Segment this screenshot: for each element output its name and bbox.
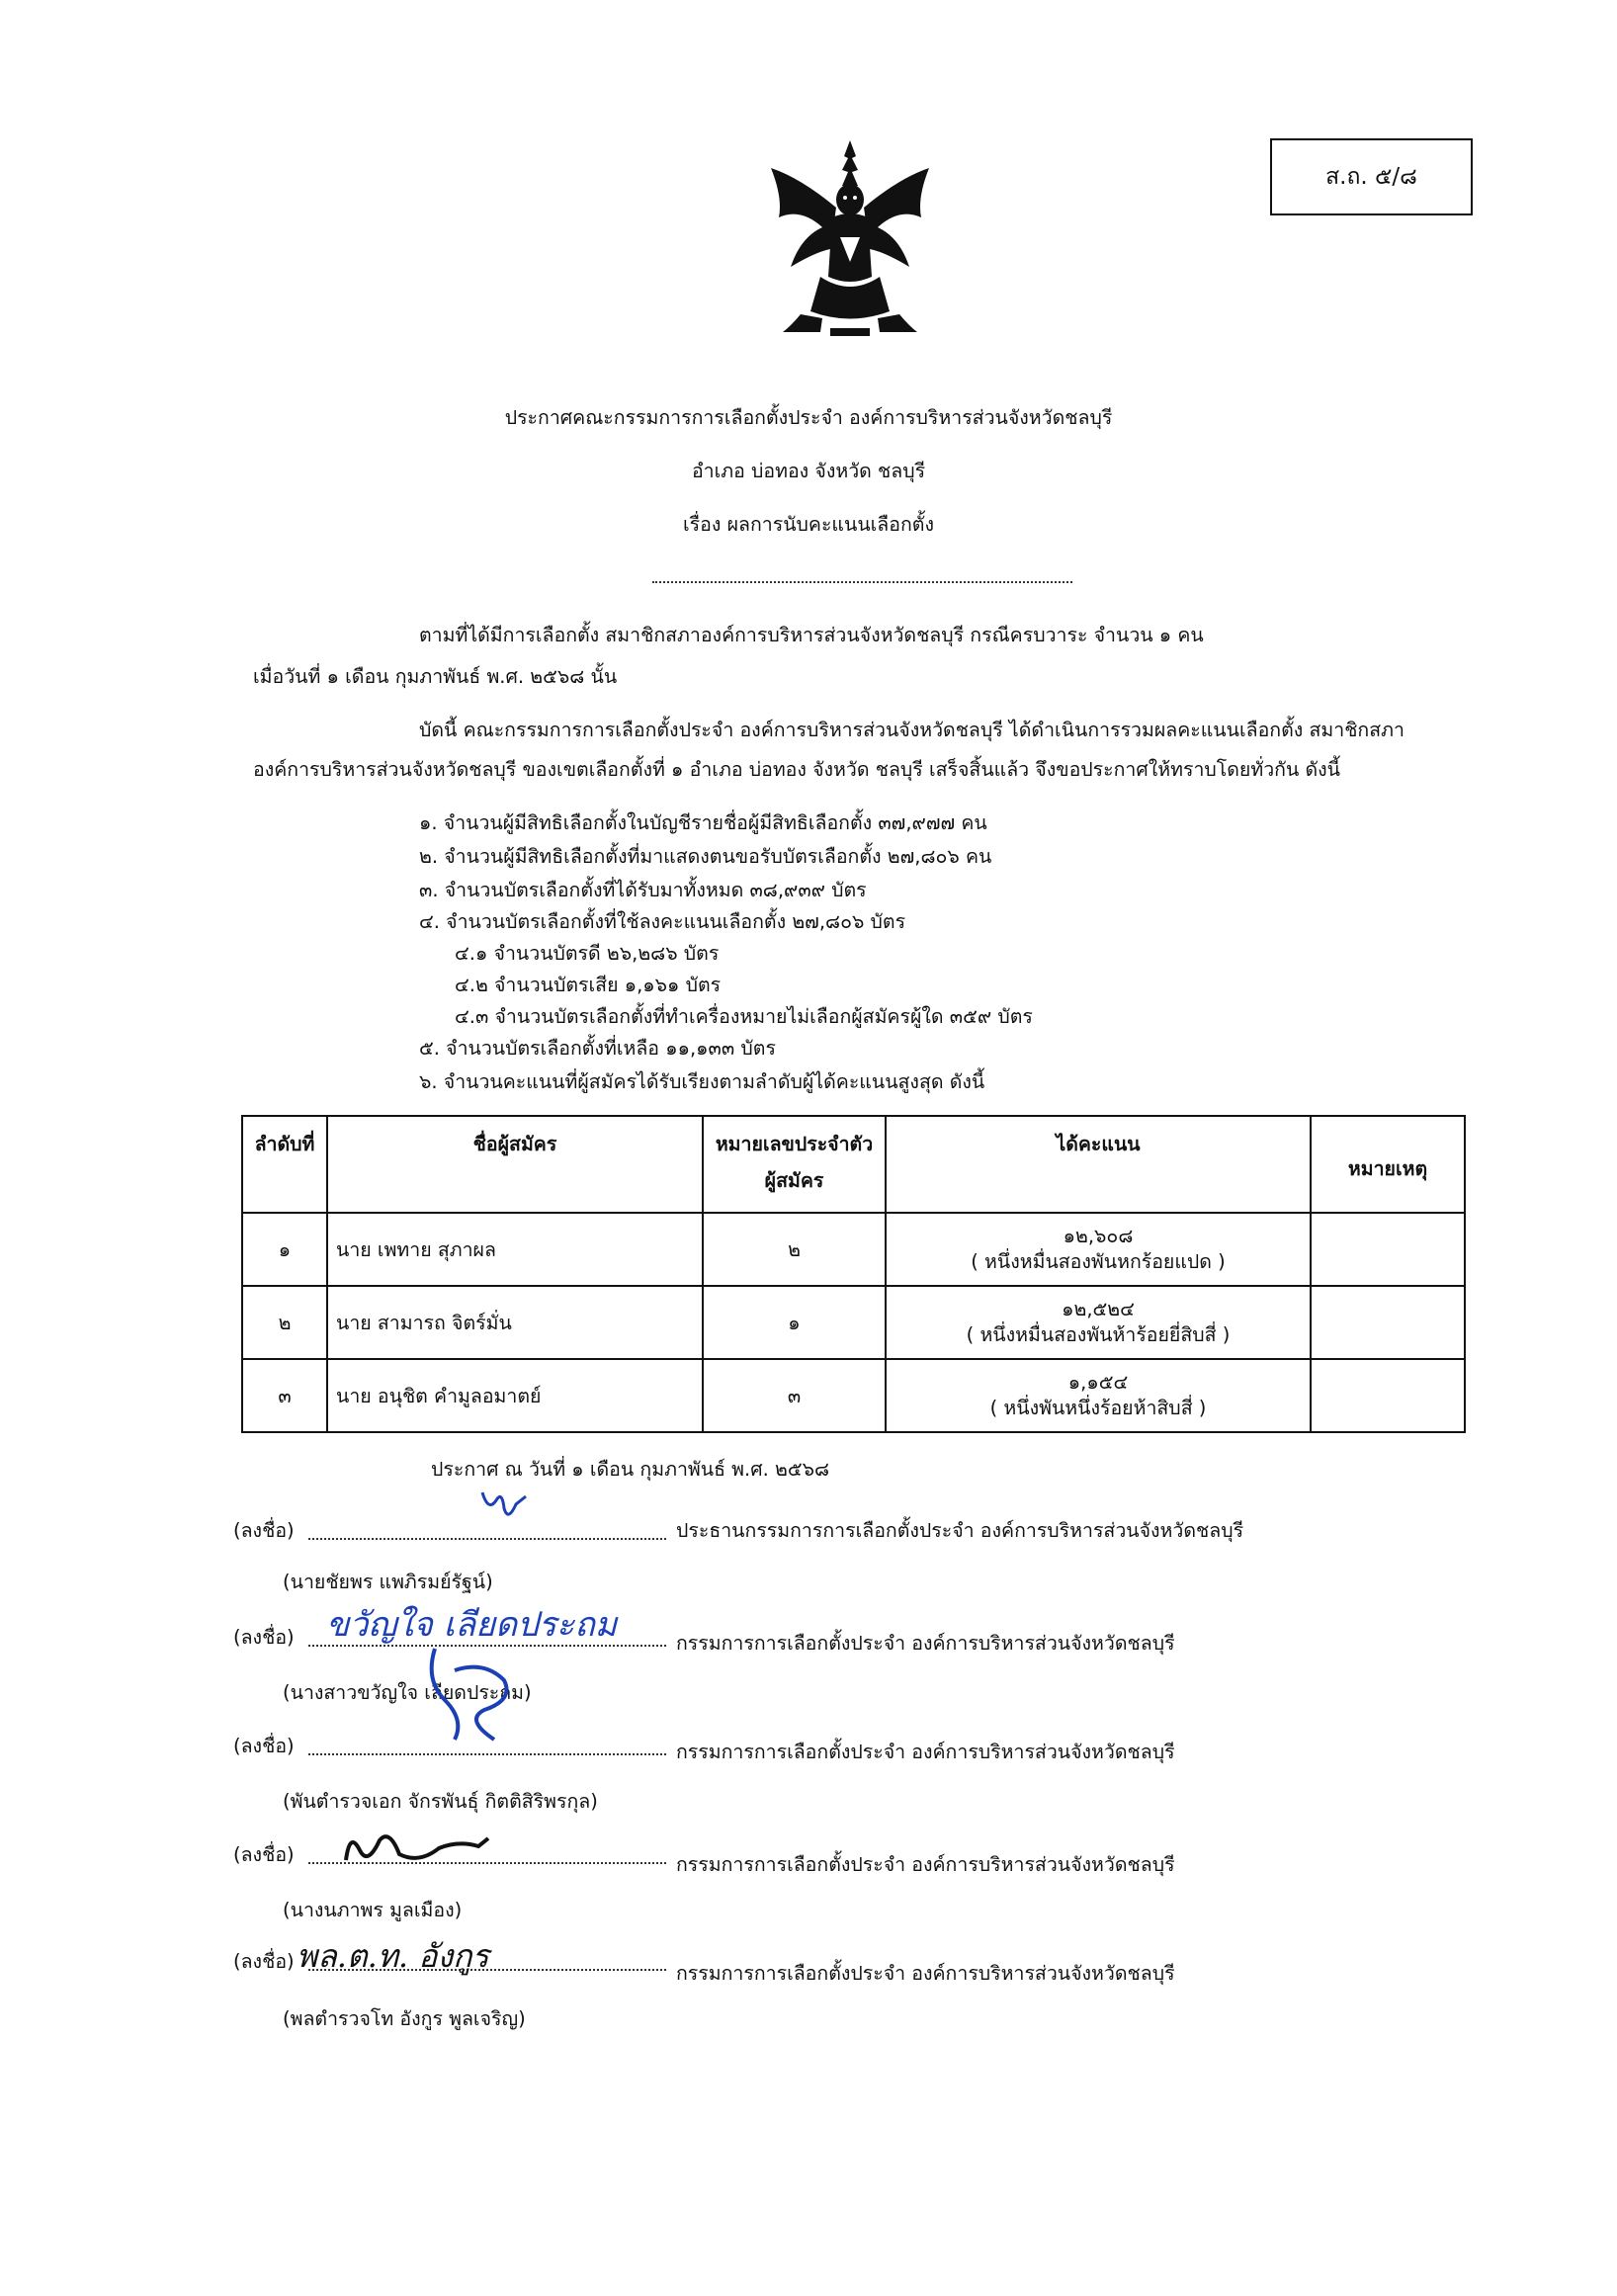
list-item: ๖. จำนวนคะแนนที่ผู้สมัครได้รับเรียงตามลำดับผู้ได้คะแนนสูงสุด ดังนี้ (419, 1070, 985, 1093)
col-header-number-line1: หมายเลขประจำตัว (715, 1133, 874, 1155)
cell-rank: ๒ (242, 1286, 327, 1359)
signer-name: (พันตำรวจเอก จักรพันธุ์ กิตติสิริพรกุล) (283, 1790, 598, 1813)
signature-mark (340, 1821, 498, 1880)
votes-number: ๑๒,๖๐๘ (1063, 1225, 1134, 1247)
header-subject: เรื่อง ผลการนับคะแนนเลือกตั้ง (683, 513, 934, 536)
cell-rank: ๑ (242, 1213, 327, 1286)
garuda-emblem-icon (761, 138, 939, 341)
header-line-2: อำเภอ บ่อทอง จังหวัด ชลบุรี (691, 460, 926, 482)
signer-name: (พลตำรวจโท อังกูร พูลเจริญ) (283, 2007, 526, 2030)
results-table (241, 1115, 1466, 1433)
signer-name: (นางสาวขวัญใจ เลียดประถม) (283, 1681, 532, 1704)
signer-name: (นายชัยพร แพภิรมย์รัฐน์) (283, 1571, 493, 1593)
table-row (242, 1213, 1465, 1286)
cell-votes (886, 1359, 1311, 1432)
announce-date: ประกาศ ณ วันที่ ๑ เดือน กุมภาพันธ์ พ.ศ. ๒๕๖๘ (431, 1458, 830, 1481)
votes-number: ๑,๑๕๔ (1067, 1371, 1129, 1394)
col-header-rank: ลำดับที่ (242, 1116, 327, 1213)
sign-label: (ลงชื่อ) (233, 1950, 295, 1973)
cell-name: นาย สามารถ จิตร์มั่น (327, 1286, 703, 1359)
cell-note (1311, 1359, 1465, 1432)
signature-handwriting: ขวัญใจ เลียดประถม (326, 1605, 618, 1645)
votes-number: ๑๒,๕๒๔ (1062, 1298, 1135, 1320)
votes-text: ( หนึ่งหมื่นสองพันหกร้อยแปด ) (971, 1250, 1226, 1273)
signature-handwriting: พล.ต.ท. อังกูร (297, 1937, 489, 1975)
cell-note (1311, 1286, 1465, 1359)
sign-label: (ลงชื่อ) (233, 1626, 295, 1649)
cell-name: นาย เพทาย สุภาผล (327, 1213, 703, 1286)
list-item: ๕. จำนวนบัตรเลือกตั้งที่เหลือ ๑๑,๑๓๓ บัตร (419, 1037, 776, 1060)
sign-label: (ลงชื่อ) (233, 1519, 295, 1542)
intro-para1-line1: ตามที่ได้มีการเลือกตั้ง สมาชิกสภาองค์การบริหารส่วนจังหวัดชลบุรี กรณีครบวาระ จำนวน ๑ คน (419, 624, 1204, 646)
cell-name: นาย อนุชิต คำมูลอมาตย์ (327, 1359, 703, 1432)
sign-label: (ลงชื่อ) (233, 1735, 295, 1757)
signature-mark (395, 1641, 553, 1759)
cell-number: ๓ (703, 1359, 886, 1432)
table-row (242, 1359, 1465, 1432)
form-code: ส.ถ. ๕/๘ (1325, 164, 1417, 190)
header-divider (652, 581, 1072, 583)
cell-rank: ๓ (242, 1359, 327, 1432)
intro-para2-line1: บัดนี้ คณะกรรมการการเลือกตั้งประจำ องค์การบริหารส่วนจังหวัดชลบุรี ได้ดำเนินการรวมผลคะแนนเลือกตั้ง สมาชิกสภา (419, 719, 1404, 741)
votes-text: ( หนึ่งหมื่นสองพันห้าร้อยยี่สิบสี่ ) (966, 1323, 1231, 1346)
signature-line (308, 1753, 666, 1755)
cell-votes (886, 1286, 1311, 1359)
sign-label: (ลงชื่อ) (233, 1843, 295, 1866)
intro-para1-line2: เมื่อวันที่ ๑ เดือน กุมภาพันธ์ พ.ศ. ๒๕๖๘ นั้น (253, 665, 618, 688)
table-row (242, 1286, 1465, 1359)
cell-note (1311, 1213, 1465, 1286)
signature-mark (474, 1483, 534, 1532)
list-item: ๔.๒ จำนวนบัตรเสีย ๑,๑๖๑ บัตร (455, 974, 722, 996)
signer-role: กรรมการการเลือกตั้งประจำ องค์การบริหารส่วนจังหวัดชลบุรี (676, 1853, 1175, 1876)
col-header-number (703, 1116, 886, 1213)
header-line-1: ประกาศคณะกรรมการการเลือกตั้งประจำ องค์การบริหารส่วนจังหวัดชลบุรี (504, 406, 1113, 429)
list-item: ๔.๓ จำนวนบัตรเลือกตั้งที่ทำเครื่องหมายไม่เลือกผู้สมัครผู้ใด ๓๕๙ บัตร (455, 1005, 1033, 1028)
cell-votes (886, 1213, 1311, 1286)
signer-role: กรรมการการเลือกตั้งประจำ องค์การบริหารส่วนจังหวัดชลบุรี (676, 1632, 1175, 1655)
signer-role: กรรมการการเลือกตั้งประจำ องค์การบริหารส่วนจังหวัดชลบุรี (676, 1741, 1175, 1763)
signer-role: ประธานกรรมการการเลือกตั้งประจำ องค์การบริหารส่วนจังหวัดชลบุรี (676, 1519, 1244, 1542)
list-item: ๑. จำนวนผู้มีสิทธิเลือกตั้งในบัญชีรายชื่อผู้มีสิทธิเลือกตั้ง ๓๗,๙๗๗ คน (419, 811, 987, 834)
list-item: ๒. จำนวนผู้มีสิทธิเลือกตั้งที่มาแสดงตนขอรับบัตรเลือกตั้ง ๒๗,๘๐๖ คน (419, 845, 992, 868)
signature-line (308, 1538, 666, 1540)
signer-name: (นางนภาพร มูลเมือง) (283, 1899, 463, 1921)
col-header-number-line2: ผู้สมัคร (764, 1169, 824, 1192)
list-item: ๓. จำนวนบัตรเลือกตั้งที่ได้รับมาทั้งหมด ๓๘,๙๓๙ บัตร (419, 879, 867, 901)
col-header-note: หมายเหตุ (1311, 1116, 1465, 1213)
list-item: ๔.๑ จำนวนบัตรดี ๒๖,๒๘๖ บัตร (455, 942, 720, 965)
cell-number: ๒ (703, 1213, 886, 1286)
intro-para2-line2: องค์การบริหารส่วนจังหวัดชลบุรี ของเขตเลือกตั้งที่ ๑ อำเภอ บ่อทอง จังหวัด ชลบุรี เสร็จสิ้นแล้ว จึงขอประกาศให้ทราบโดยทั่วกัน ดังนี้ (253, 758, 1341, 781)
votes-text: ( หนึ่งพันหนึ่งร้อยห้าสิบสี่ ) (989, 1397, 1207, 1419)
signer-role: กรรมการการเลือกตั้งประจำ องค์การบริหารส่วนจังหวัดชลบุรี (676, 1962, 1175, 1985)
cell-number: ๑ (703, 1286, 886, 1359)
form-code-box (1270, 138, 1473, 215)
table-header-row (242, 1116, 1465, 1213)
col-header-votes: ได้คะแนน (886, 1116, 1311, 1213)
col-header-name: ชื่อผู้สมัคร (327, 1116, 703, 1213)
list-item: ๔. จำนวนบัตรเลือกตั้งที่ใช้ลงคะแนนเลือกตั้ง ๒๗,๘๐๖ บัตร (419, 910, 906, 933)
